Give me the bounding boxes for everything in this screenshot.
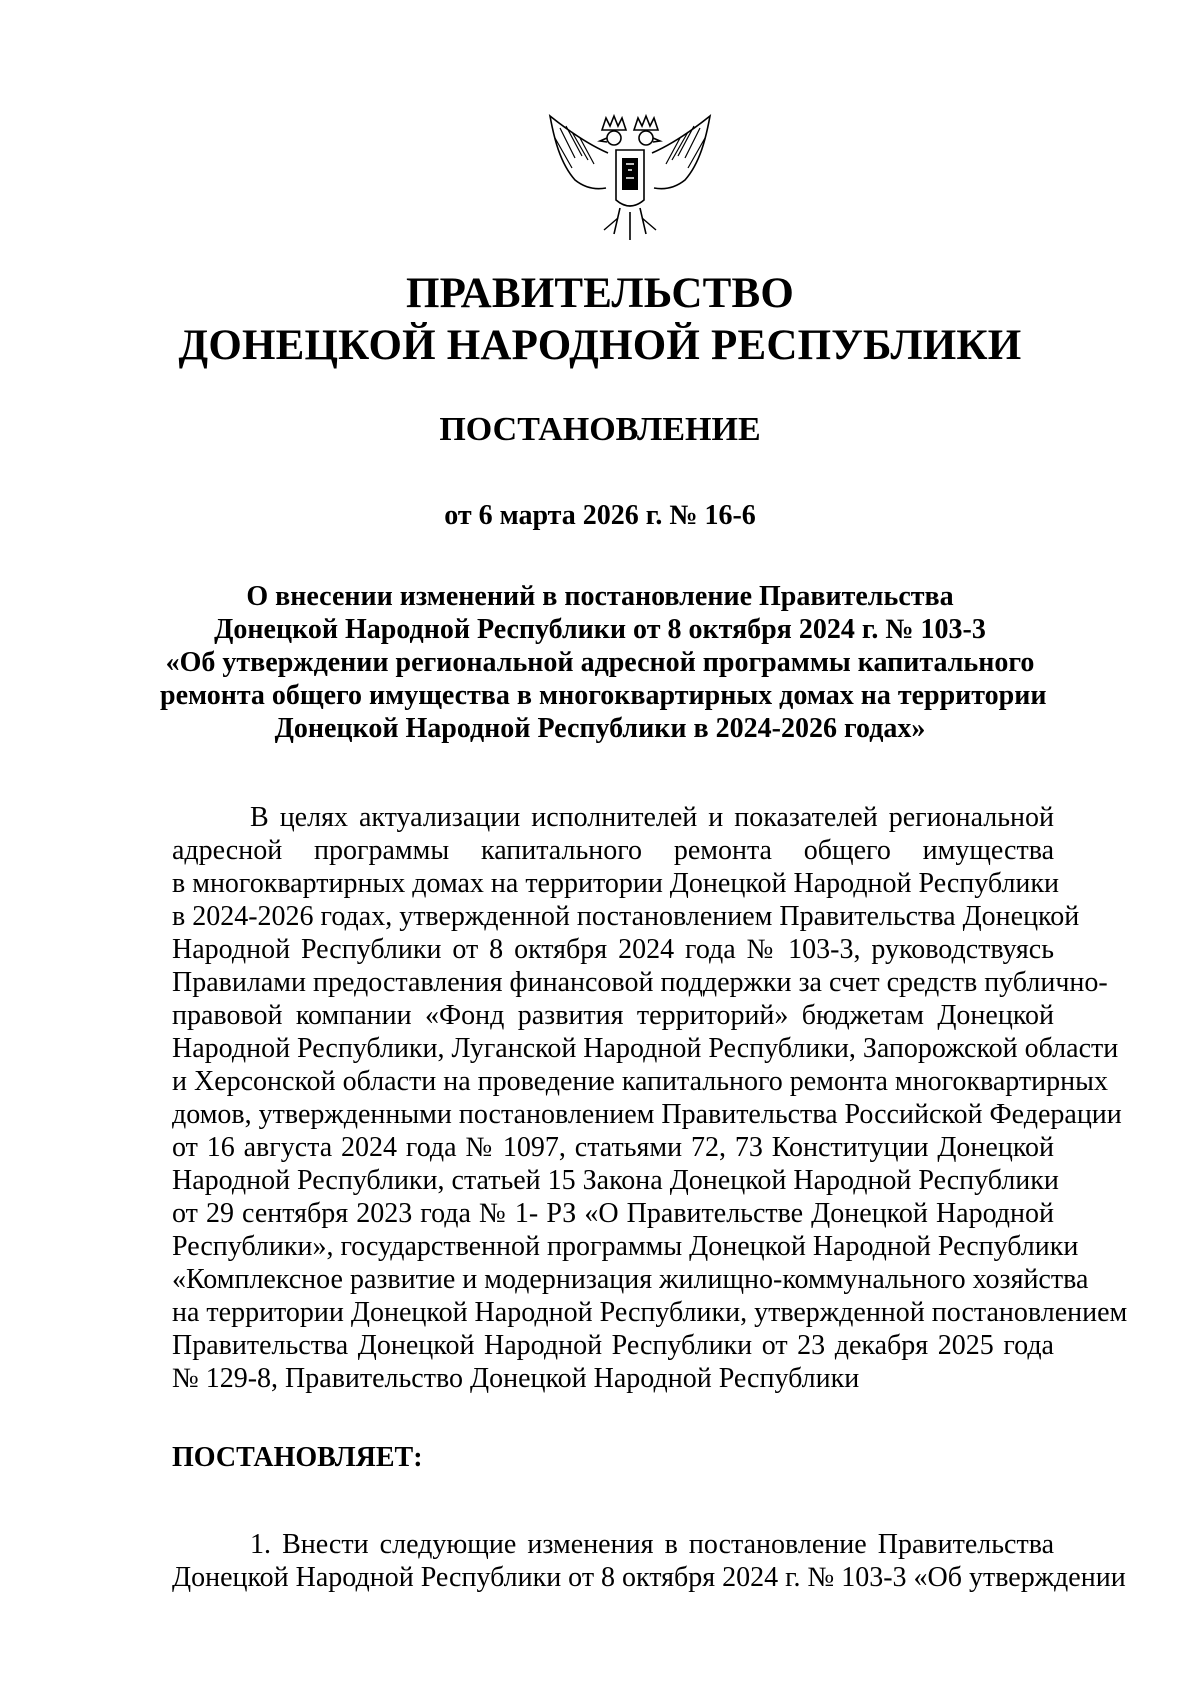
preamble-line: «Комплексное развитие и модернизация жилищно-коммунального хозяйства xyxy=(172,1264,1089,1295)
decree-heading: ПОСТАНОВЛЯЕТ: xyxy=(172,1442,423,1473)
document-type: ПОСТАНОВЛЕНИЕ xyxy=(439,411,761,448)
subject-line: Донецкой Народной Республики в 2024-2026 годах» xyxy=(274,713,926,744)
preamble-line: в 2024-2026 годах, утвержденной постановлением Правительства Донецкой xyxy=(172,901,1080,932)
preamble-line: в многоквартирных домах на территории Донецкой Народной Республики xyxy=(172,868,1059,899)
item-line: Донецкой Народной Республики от 8 октября 2024 г. № 103-3 «Об утверждении xyxy=(172,1562,1126,1593)
subject-line: Донецкой Народной Республики от 8 октября 2024 г. № 103-3 xyxy=(214,614,986,645)
preamble-line: Народной Республики, Луганской Народной Республики, Запорожской области xyxy=(172,1033,1119,1064)
preamble-line: В целях актуализации исполнителей и показателей региональной xyxy=(250,802,1054,833)
item-1-paragraph xyxy=(172,1528,1126,1594)
government-title-line2: ДОНЕЦКОЙ НАРОДНОЙ РЕСПУБЛИКИ xyxy=(178,322,1022,369)
subject-line: ремонта общего имущества в многоквартирных домах на территории xyxy=(160,680,1047,711)
preamble-line: на территории Донецкой Народной Республики, утвержденной постановлением xyxy=(172,1297,1128,1328)
item-line: 1. Внести следующие изменения в постановление Правительства xyxy=(250,1529,1054,1560)
subject-line: «Об утверждении региональной адресной программы капитального xyxy=(165,647,1035,678)
subject-line: О внесении изменений в постановление Правительства xyxy=(246,581,954,612)
preamble-paragraph xyxy=(172,801,1128,1395)
preamble-line: Правилами предоставления финансовой поддержки за счет средств публично- xyxy=(172,967,1108,998)
preamble-line: от 29 сентября 2023 года № 1- РЗ «О Правительстве Донецкой Народной xyxy=(172,1198,1054,1229)
preamble-line: от 16 августа 2024 года № 1097, статьями 72, 73 Конституции Донецкой xyxy=(172,1132,1054,1163)
preamble-line: домов, утвержденными постановлением Правительства Российской Федерации xyxy=(172,1099,1122,1130)
document-subject xyxy=(160,580,1047,745)
preamble-line: правовой компании «Фонд развития территорий» бюджетам Донецкой xyxy=(172,1000,1054,1031)
preamble-line: Республики», государственной программы Донецкой Народной Республики xyxy=(172,1231,1079,1262)
preamble-line: № 129-8, Правительство Донецкой Народной Республики xyxy=(172,1363,860,1394)
preamble-line: Народной Республики, статьей 15 Закона Донецкой Народной Республики xyxy=(172,1165,1059,1196)
coat-of-arms-icon xyxy=(540,108,720,248)
preamble-line: и Херсонской области на проведение капитального ремонта многоквартирных xyxy=(172,1066,1108,1097)
preamble-line: Народной Республики от 8 октября 2024 года № 103-3, руководствуясь xyxy=(172,934,1054,965)
government-title-line1: ПРАВИТЕЛЬСТВО xyxy=(405,270,795,317)
document-date-number: от 6 марта 2026 г. № 16-6 xyxy=(444,500,756,531)
preamble-line: Правительства Донецкой Народной Республики от 23 декабря 2025 года xyxy=(172,1330,1054,1361)
preamble-line: адресной программы капитального ремонта общего имущества xyxy=(172,835,1054,866)
